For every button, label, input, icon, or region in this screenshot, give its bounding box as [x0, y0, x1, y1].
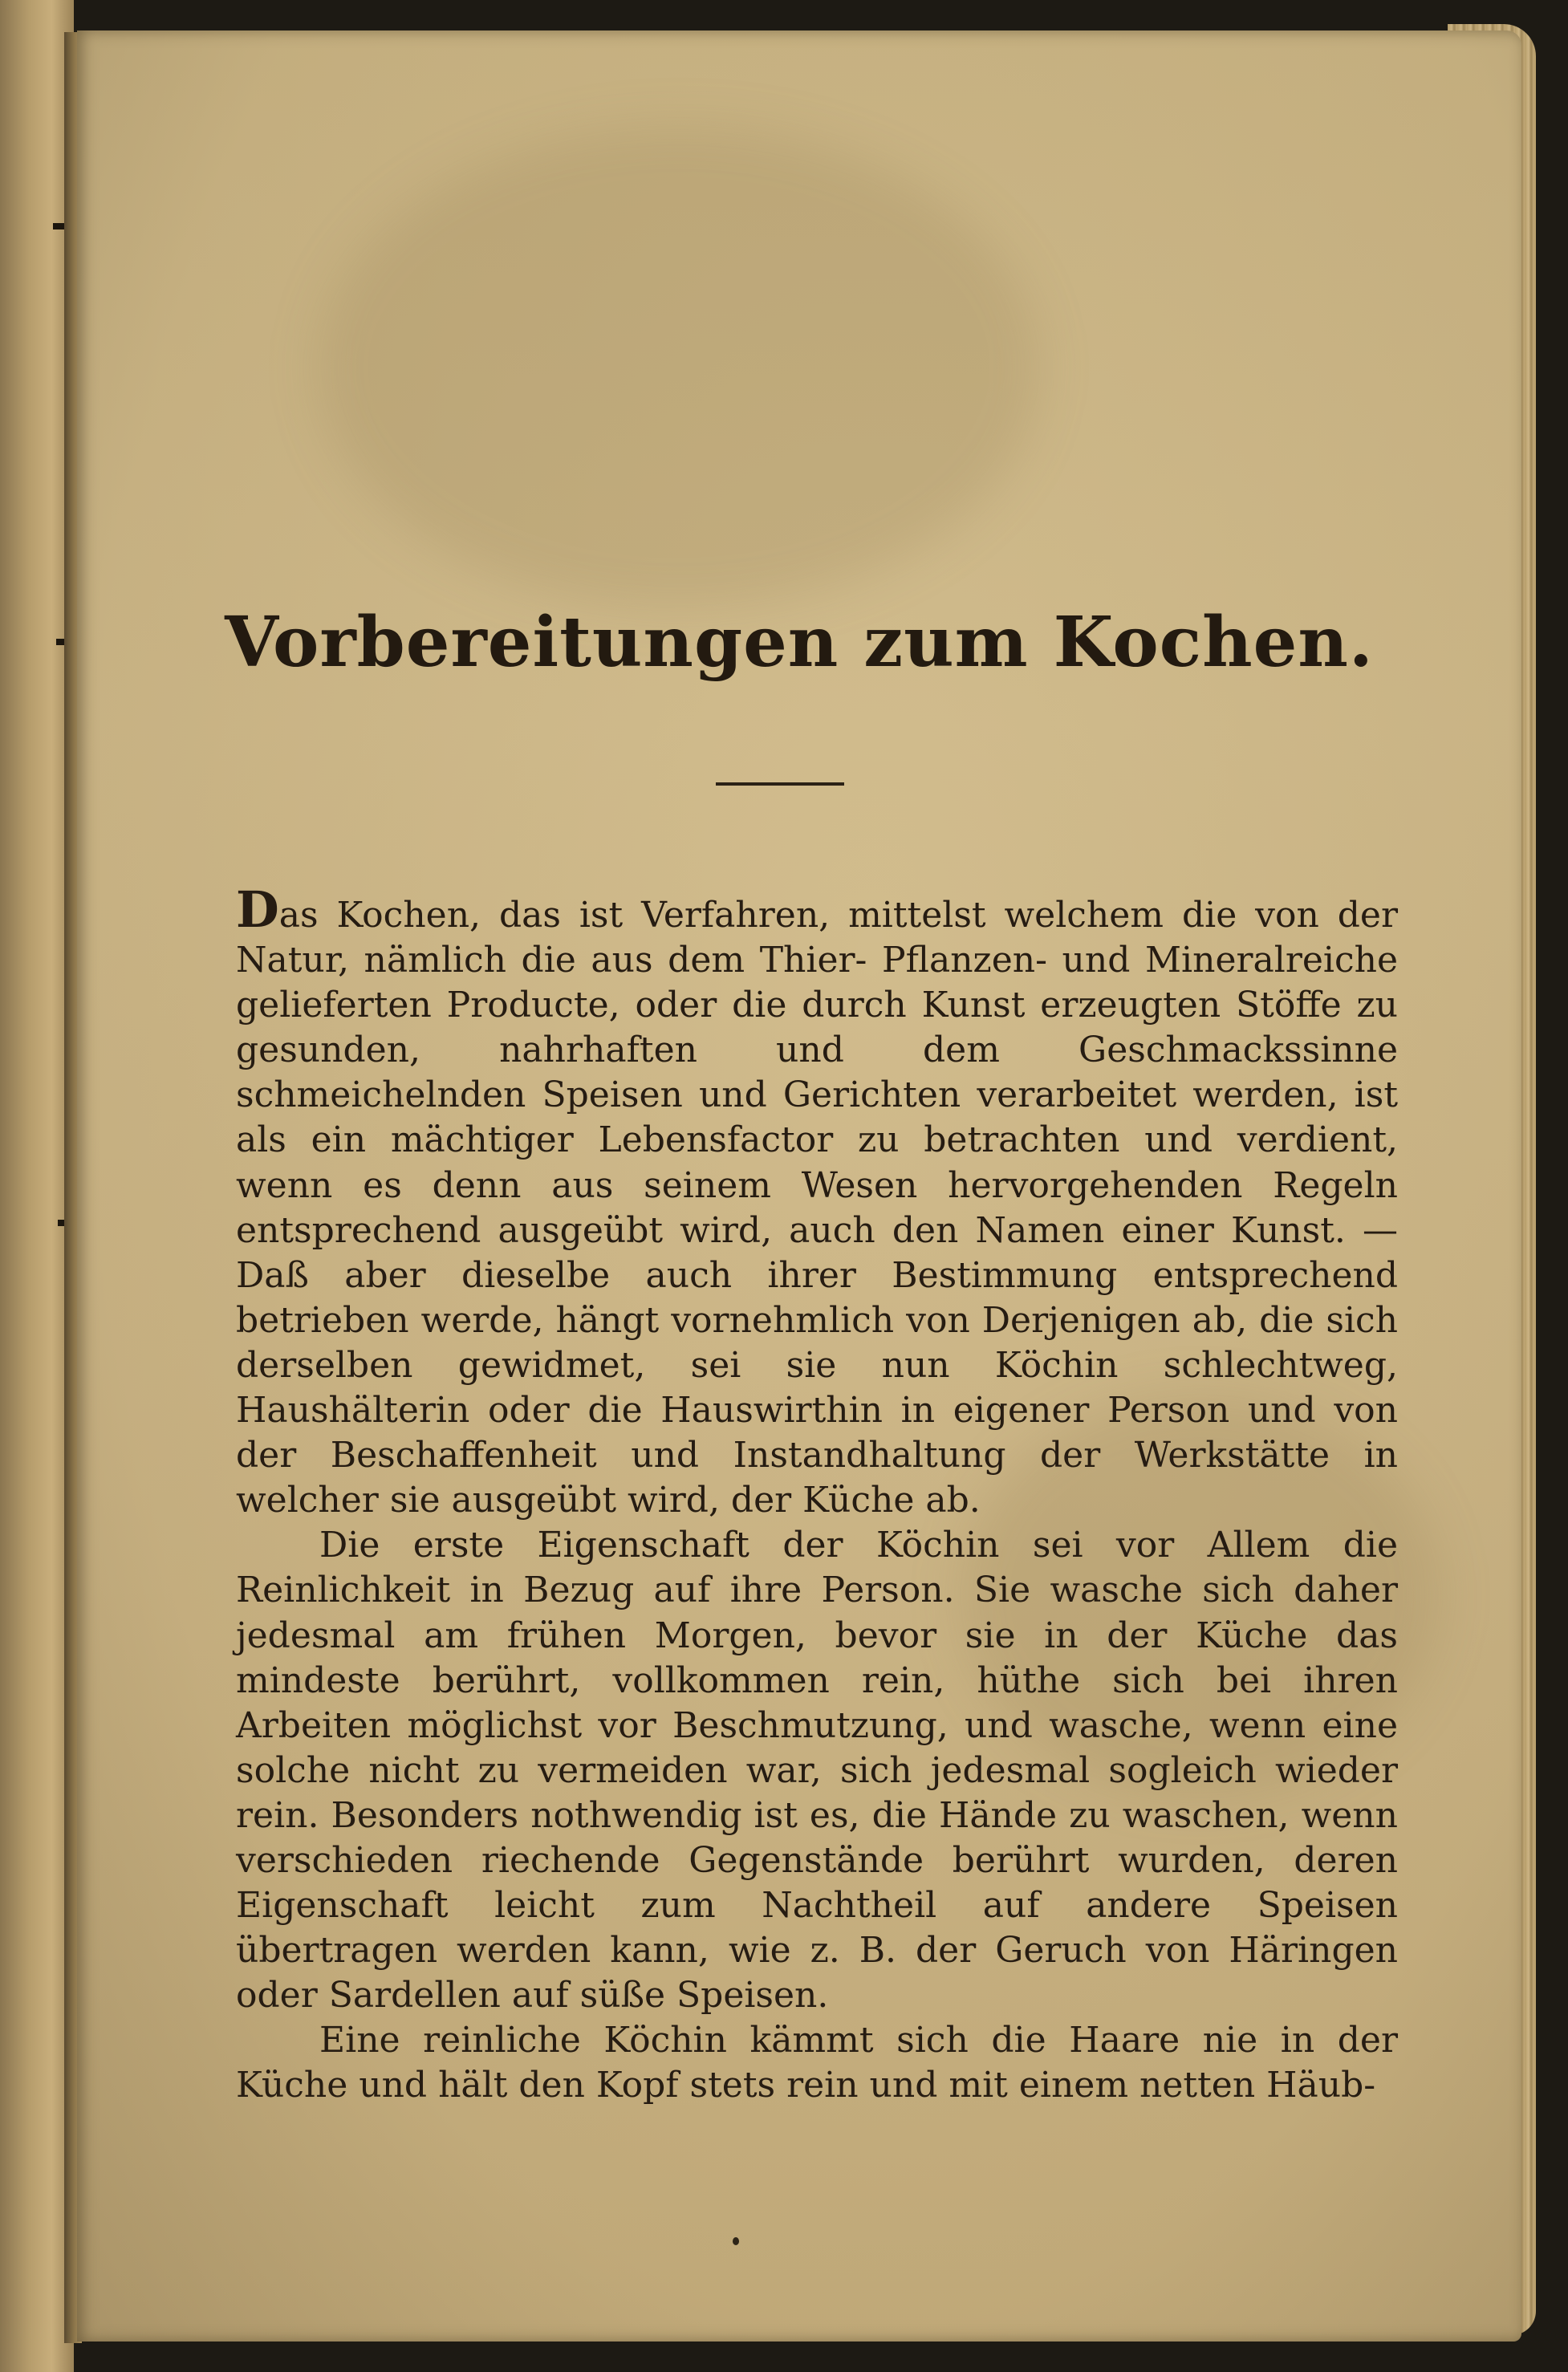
paper-stain [318, 127, 1040, 608]
paragraph [236, 880, 1398, 1523]
drop-initial: D [236, 880, 279, 939]
body-text [236, 880, 1398, 2109]
paragraph: Die erste Eigenschaft der Köchin sei vor Allem die Reinlichkeit in Bezug auf ihre Person. Sie wasche sich daher jedesmal am frühen Morgen, bevor sie in der Küche das mindeste berührt, vollkommen rein, hüthe sich bei ihren Arbeiten möglichst vor Beschmutzung, und wasche, wenn eine solche nicht zu vermeiden war, sich jedesmal sogleich wieder rein. Besonders nothwendig ist es, die Hände zu waschen, wenn verschieden riechende Gegenstände berührt wurden, deren Eigenschaft leicht zum Nachtheil auf andere Speisen übertragen werden kann, wie z. B. der Geruch von Häringen oder Sardellen auf süße Speisen. [236, 1525, 1398, 2017]
binding-thread-mark [53, 223, 64, 229]
paragraph: Eine reinliche Köchin kämmt sich die Haare nie in der Küche und hält den Kopf stets rein und mit einem netten Häub- [236, 2020, 1398, 2106]
page-dot-mark [733, 2237, 739, 2245]
title-divider [716, 782, 844, 786]
chapter-title: Vorbereitungen zum Kochen. [225, 602, 1374, 683]
book-page [77, 30, 1521, 2342]
paragraph-text: as Kochen, das ist Verfahren, mittelst welchem die von der Natur, nämlich die aus dem Thier- Pflanzen- und Mineralreiche gelieferten Producte, oder die durch Kunst erzeugten Stöffe zu gesunden, nahrhaften und dem Geschmackssinne schmeichelnden Speisen und Gerichten verarbeitet werden, ist als ein mächtiger Lebensfactor zu betrachten und verdient, wenn es denn aus seinem Wesen hervorgehenden Regeln entsprechend ausgeübt wird, auch den Namen einer Kunst. — Daß aber dieselbe auch ihrer Bestimmung entsprechend betrieben werde, hängt vornehmlich von Derjenigen ab, die sich derselben gewidmet, sei sie nun Köchin schlechtweg, Haushälterin oder die Hauswirthin in eigener Person und von der Beschaffenheit und Instandhaltung der Werkstätte in welcher sie ausgeübt wird, der Küche ab. [236, 895, 1398, 1521]
previous-page-edge [0, 0, 74, 2372]
